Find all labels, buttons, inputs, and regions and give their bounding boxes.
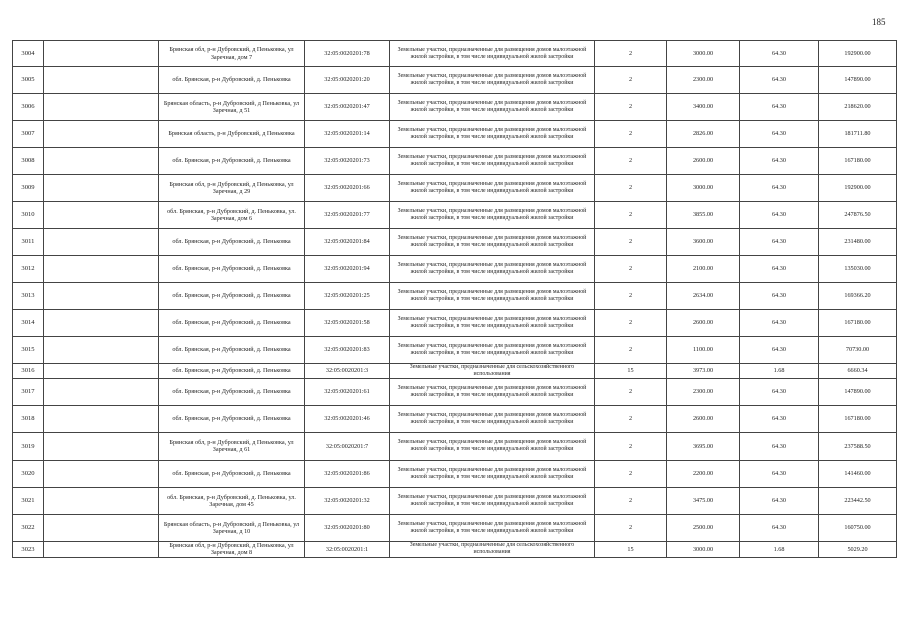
row-id-cell: 3021 xyxy=(13,487,44,514)
row-id-cell: 3016 xyxy=(13,364,44,379)
area-cell: 2200.00 xyxy=(667,460,740,487)
address-cell: Брянская обл, р-н Дубровский, д Пеньковка, ул Заречная, дом 7 xyxy=(159,41,305,67)
group-cell: 2 xyxy=(595,175,667,202)
table-row xyxy=(13,41,897,67)
land-purpose-cell: Земельные участки, предназначенные для размещения домов малоэтажной жилой застройки, в том числе индивидуальной жилой застройки xyxy=(390,405,595,432)
cadastral-number-cell: 32:05:0020201:3 xyxy=(305,364,390,379)
area-cell: 2600.00 xyxy=(667,310,740,337)
cadastral-number-cell: 32:05:0020201:77 xyxy=(305,202,390,229)
rate-cell: 64.30 xyxy=(740,121,819,148)
row-id-cell: 3014 xyxy=(13,310,44,337)
group-cell: 2 xyxy=(595,283,667,310)
address-cell: обл. Брянская, р-н Дубровский, д. Пеньковка xyxy=(159,148,305,175)
row-id-cell: 3015 xyxy=(13,337,44,364)
area-cell: 2634.00 xyxy=(667,283,740,310)
table-row xyxy=(13,541,897,557)
address-cell: обл. Брянская, р-н Дубровский, д. Пеньковка xyxy=(159,405,305,432)
cadastral-value-cell: 167180.00 xyxy=(819,310,897,337)
address-cell: Брянская обл, р-н Дубровский, д Пеньковка, ул Заречная, д 61 xyxy=(159,432,305,460)
cadastral-number-cell: 32:05:0020201:14 xyxy=(305,121,390,148)
rate-cell: 64.30 xyxy=(740,378,819,405)
address-cell: обл. Брянская, р-н Дубровский, д. Пеньковка, ул. Заречная, дом 45 xyxy=(159,487,305,514)
group-cell: 2 xyxy=(595,256,667,283)
address-cell: обл. Брянская, р-н Дубровский, д. Пеньковка xyxy=(159,378,305,405)
group-cell: 2 xyxy=(595,378,667,405)
land-purpose-cell: Земельные участки, предназначенные для размещения домов малоэтажной жилой застройки, в том числе индивидуальной жилой застройки xyxy=(390,487,595,514)
cadastral-value-cell: 5029.20 xyxy=(819,541,897,557)
group-cell: 2 xyxy=(595,487,667,514)
row-empty-cell xyxy=(44,541,159,557)
area-cell: 2300.00 xyxy=(667,378,740,405)
table-row xyxy=(13,148,897,175)
table-row xyxy=(13,121,897,148)
address-cell: обл. Брянская, р-н Дубровский, д. Пеньковка, ул. Заречная, дом 6 xyxy=(159,202,305,229)
cadastral-value-cell: 135030.00 xyxy=(819,256,897,283)
address-cell: Брянская обл, р-н Дубровский, д Пеньковка, ул Заречная, дом 8 xyxy=(159,541,305,557)
land-purpose-cell: Земельные участки, предназначенные для размещения домов малоэтажной жилой застройки, в том числе индивидуальной жилой застройки xyxy=(390,460,595,487)
cadastral-value-cell: 141460.00 xyxy=(819,460,897,487)
row-id-cell: 3006 xyxy=(13,94,44,121)
table-row xyxy=(13,67,897,94)
cadastral-value-cell: 147890.00 xyxy=(819,67,897,94)
row-empty-cell xyxy=(44,460,159,487)
cadastral-value-cell: 192900.00 xyxy=(819,175,897,202)
rate-cell: 64.30 xyxy=(740,148,819,175)
table-row xyxy=(13,514,897,541)
rate-cell: 64.30 xyxy=(740,283,819,310)
land-registry-table xyxy=(12,40,897,558)
row-empty-cell xyxy=(44,256,159,283)
row-empty-cell xyxy=(44,67,159,94)
area-cell: 3475.00 xyxy=(667,487,740,514)
land-purpose-cell: Земельные участки, предназначенные для размещения домов малоэтажной жилой застройки, в том числе индивидуальной жилой застройки xyxy=(390,67,595,94)
area-cell: 2300.00 xyxy=(667,67,740,94)
land-purpose-cell: Земельные участки, предназначенные для размещения домов малоэтажной жилой застройки, в том числе индивидуальной жилой застройки xyxy=(390,378,595,405)
area-cell: 3000.00 xyxy=(667,175,740,202)
row-id-cell: 3022 xyxy=(13,514,44,541)
rate-cell: 64.30 xyxy=(740,94,819,121)
land-purpose-cell: Земельные участки, предназначенные для размещения домов малоэтажной жилой застройки, в том числе индивидуальной жилой застройки xyxy=(390,256,595,283)
cadastral-value-cell: 6660.34 xyxy=(819,364,897,379)
land-purpose-cell: Земельные участки, предназначенные для сельскохозяйственного использования xyxy=(390,541,595,557)
cadastral-value-cell: 181711.80 xyxy=(819,121,897,148)
row-empty-cell xyxy=(44,175,159,202)
row-empty-cell xyxy=(44,337,159,364)
cadastral-value-cell: 218620.00 xyxy=(819,94,897,121)
address-cell: обл. Брянская, р-н Дубровский, д. Пеньковка xyxy=(159,310,305,337)
cadastral-value-cell: 70730.00 xyxy=(819,337,897,364)
row-id-cell: 3017 xyxy=(13,378,44,405)
table-row xyxy=(13,487,897,514)
table-row xyxy=(13,94,897,121)
group-cell: 2 xyxy=(595,337,667,364)
table-row xyxy=(13,460,897,487)
group-cell: 15 xyxy=(595,541,667,557)
rate-cell: 64.30 xyxy=(740,432,819,460)
cadastral-value-cell: 223442.50 xyxy=(819,487,897,514)
rate-cell: 64.30 xyxy=(740,41,819,67)
land-purpose-cell: Земельные участки, предназначенные для размещения домов малоэтажной жилой застройки, в том числе индивидуальной жилой застройки xyxy=(390,432,595,460)
cadastral-number-cell: 32:05:0020201:20 xyxy=(305,67,390,94)
table-row xyxy=(13,405,897,432)
row-id-cell: 3004 xyxy=(13,41,44,67)
land-purpose-cell: Земельные участки, предназначенные для размещения домов малоэтажной жилой застройки, в том числе индивидуальной жилой застройки xyxy=(390,148,595,175)
address-cell: обл. Брянская, р-н Дубровский, д. Пеньковка xyxy=(159,364,305,379)
area-cell: 1100.00 xyxy=(667,337,740,364)
cadastral-value-cell: 160750.00 xyxy=(819,514,897,541)
row-empty-cell xyxy=(44,202,159,229)
row-id-cell: 3005 xyxy=(13,67,44,94)
area-cell: 3000.00 xyxy=(667,41,740,67)
address-cell: Брянская область, р-н Дубровский, д Пеньковка, ул Заречная, д 10 xyxy=(159,514,305,541)
area-cell: 3400.00 xyxy=(667,94,740,121)
row-empty-cell xyxy=(44,148,159,175)
cadastral-value-cell: 231480.00 xyxy=(819,229,897,256)
cadastral-number-cell: 32:05:0020201:47 xyxy=(305,94,390,121)
row-empty-cell xyxy=(44,94,159,121)
rate-cell: 64.30 xyxy=(740,67,819,94)
area-cell: 2600.00 xyxy=(667,148,740,175)
area-cell: 3855.00 xyxy=(667,202,740,229)
row-empty-cell xyxy=(44,41,159,67)
rate-cell: 64.30 xyxy=(740,229,819,256)
area-cell: 2826.00 xyxy=(667,121,740,148)
cadastral-value-cell: 147890.00 xyxy=(819,378,897,405)
address-cell: обл. Брянская, р-н Дубровский, д. Пеньковка xyxy=(159,229,305,256)
rate-cell: 64.30 xyxy=(740,256,819,283)
row-id-cell: 3019 xyxy=(13,432,44,460)
table-row xyxy=(13,364,897,379)
row-empty-cell xyxy=(44,514,159,541)
cadastral-number-cell: 32:05:0020201:78 xyxy=(305,41,390,67)
cadastral-value-cell: 247876.50 xyxy=(819,202,897,229)
cadastral-number-cell: 32:05:0020201:80 xyxy=(305,514,390,541)
land-purpose-cell: Земельные участки, предназначенные для размещения домов малоэтажной жилой застройки, в том числе индивидуальной жилой застройки xyxy=(390,202,595,229)
table-row xyxy=(13,229,897,256)
group-cell: 2 xyxy=(595,460,667,487)
row-empty-cell xyxy=(44,283,159,310)
area-cell: 3695.00 xyxy=(667,432,740,460)
group-cell: 2 xyxy=(595,229,667,256)
rate-cell: 64.30 xyxy=(740,175,819,202)
cadastral-value-cell: 167180.00 xyxy=(819,405,897,432)
area-cell: 2100.00 xyxy=(667,256,740,283)
address-cell: обл. Брянская, р-н Дубровский, д. Пеньковка xyxy=(159,460,305,487)
rate-cell: 64.30 xyxy=(740,514,819,541)
group-cell: 2 xyxy=(595,202,667,229)
row-id-cell: 3007 xyxy=(13,121,44,148)
cadastral-number-cell: 32:05:0020201:86 xyxy=(305,460,390,487)
row-empty-cell xyxy=(44,121,159,148)
table-row xyxy=(13,256,897,283)
table-row xyxy=(13,310,897,337)
land-purpose-cell: Земельные участки, предназначенные для размещения домов малоэтажной жилой застройки, в том числе индивидуальной жилой застройки xyxy=(390,514,595,541)
row-empty-cell xyxy=(44,405,159,432)
row-id-cell: 3018 xyxy=(13,405,44,432)
cadastral-number-cell: 32:05:0020201:94 xyxy=(305,256,390,283)
rate-cell: 64.30 xyxy=(740,460,819,487)
group-cell: 2 xyxy=(595,310,667,337)
row-id-cell: 3013 xyxy=(13,283,44,310)
table-row xyxy=(13,432,897,460)
cadastral-number-cell: 32:05:0020201:73 xyxy=(305,148,390,175)
table-row xyxy=(13,175,897,202)
cadastral-number-cell: 32:05:0020201:46 xyxy=(305,405,390,432)
table-row xyxy=(13,283,897,310)
address-cell: Брянская область, р-н Дубровский, д Пеньковка xyxy=(159,121,305,148)
land-purpose-cell: Земельные участки, предназначенные для размещения домов малоэтажной жилой застройки, в том числе индивидуальной жилой застройки xyxy=(390,175,595,202)
group-cell: 2 xyxy=(595,94,667,121)
cadastral-number-cell: 32:05:0020201:32 xyxy=(305,487,390,514)
land-purpose-cell: Земельные участки, предназначенные для размещения домов малоэтажной жилой застройки, в том числе индивидуальной жилой застройки xyxy=(390,229,595,256)
address-cell: обл. Брянская, р-н Дубровский, д. Пеньковка xyxy=(159,337,305,364)
cadastral-value-cell: 167180.00 xyxy=(819,148,897,175)
group-cell: 2 xyxy=(595,121,667,148)
cadastral-number-cell: 32:05:0020201:83 xyxy=(305,337,390,364)
row-empty-cell xyxy=(44,487,159,514)
table-body xyxy=(13,41,897,558)
row-id-cell: 3011 xyxy=(13,229,44,256)
cadastral-value-cell: 237588.50 xyxy=(819,432,897,460)
land-purpose-cell: Земельные участки, предназначенные для размещения домов малоэтажной жилой застройки, в том числе индивидуальной жилой застройки xyxy=(390,94,595,121)
group-cell: 2 xyxy=(595,514,667,541)
group-cell: 2 xyxy=(595,41,667,67)
rate-cell: 1.68 xyxy=(740,364,819,379)
land-purpose-cell: Земельные участки, предназначенные для размещения домов малоэтажной жилой застройки, в том числе индивидуальной жилой застройки xyxy=(390,121,595,148)
area-cell: 2600.00 xyxy=(667,405,740,432)
rate-cell: 64.30 xyxy=(740,202,819,229)
table-row xyxy=(13,337,897,364)
row-id-cell: 3023 xyxy=(13,541,44,557)
land-purpose-cell: Земельные участки, предназначенные для размещения домов малоэтажной жилой застройки, в том числе индивидуальной жилой застройки xyxy=(390,41,595,67)
area-cell: 3000.00 xyxy=(667,541,740,557)
rate-cell: 64.30 xyxy=(740,310,819,337)
land-purpose-cell: Земельные участки, предназначенные для размещения домов малоэтажной жилой застройки, в том числе индивидуальной жилой застройки xyxy=(390,310,595,337)
cadastral-number-cell: 32:05:0020201:84 xyxy=(305,229,390,256)
cadastral-number-cell: 32:05:0020201:25 xyxy=(305,283,390,310)
cadastral-number-cell: 32:05:0020201:1 xyxy=(305,541,390,557)
cadastral-value-cell: 192900.00 xyxy=(819,41,897,67)
row-empty-cell xyxy=(44,310,159,337)
group-cell: 2 xyxy=(595,67,667,94)
area-cell: 3600.00 xyxy=(667,229,740,256)
rate-cell: 64.30 xyxy=(740,405,819,432)
address-cell: Брянская область, р-н Дубровский, д Пеньковка, ул Заречная, д 51 xyxy=(159,94,305,121)
area-cell: 2500.00 xyxy=(667,514,740,541)
group-cell: 2 xyxy=(595,432,667,460)
row-empty-cell xyxy=(44,229,159,256)
page-number: 185 xyxy=(872,17,886,27)
table-row xyxy=(13,202,897,229)
rate-cell: 64.30 xyxy=(740,337,819,364)
rate-cell: 64.30 xyxy=(740,487,819,514)
group-cell: 2 xyxy=(595,405,667,432)
row-id-cell: 3008 xyxy=(13,148,44,175)
area-cell: 3973.00 xyxy=(667,364,740,379)
row-id-cell: 3020 xyxy=(13,460,44,487)
cadastral-number-cell: 32:05:0020201:61 xyxy=(305,378,390,405)
group-cell: 2 xyxy=(595,148,667,175)
address-cell: обл. Брянская, р-н Дубровский, д. Пеньковка xyxy=(159,256,305,283)
row-empty-cell xyxy=(44,364,159,379)
land-purpose-cell: Земельные участки, предназначенные для размещения домов малоэтажной жилой застройки, в том числе индивидуальной жилой застройки xyxy=(390,283,595,310)
address-cell: обл. Брянская, р-н Дубровский, д. Пеньковка xyxy=(159,283,305,310)
cadastral-number-cell: 32:05:0020201:66 xyxy=(305,175,390,202)
row-id-cell: 3009 xyxy=(13,175,44,202)
cadastral-number-cell: 32:05:0020201:58 xyxy=(305,310,390,337)
cadastral-value-cell: 169366.20 xyxy=(819,283,897,310)
row-id-cell: 3010 xyxy=(13,202,44,229)
group-cell: 15 xyxy=(595,364,667,379)
row-empty-cell xyxy=(44,378,159,405)
table-row xyxy=(13,378,897,405)
cadastral-number-cell: 32:05:0020201:7 xyxy=(305,432,390,460)
land-purpose-cell: Земельные участки, предназначенные для размещения домов малоэтажной жилой застройки, в том числе индивидуальной жилой застройки xyxy=(390,337,595,364)
row-id-cell: 3012 xyxy=(13,256,44,283)
rate-cell: 1.68 xyxy=(740,541,819,557)
row-empty-cell xyxy=(44,432,159,460)
address-cell: обл. Брянская, р-н Дубровский, д. Пеньковка xyxy=(159,67,305,94)
address-cell: Брянская обл, р-н Дубровский, д Пеньковка, ул Заречная, д 29 xyxy=(159,175,305,202)
land-purpose-cell: Земельные участки, предназначенные для сельскохозяйственного использования xyxy=(390,364,595,379)
